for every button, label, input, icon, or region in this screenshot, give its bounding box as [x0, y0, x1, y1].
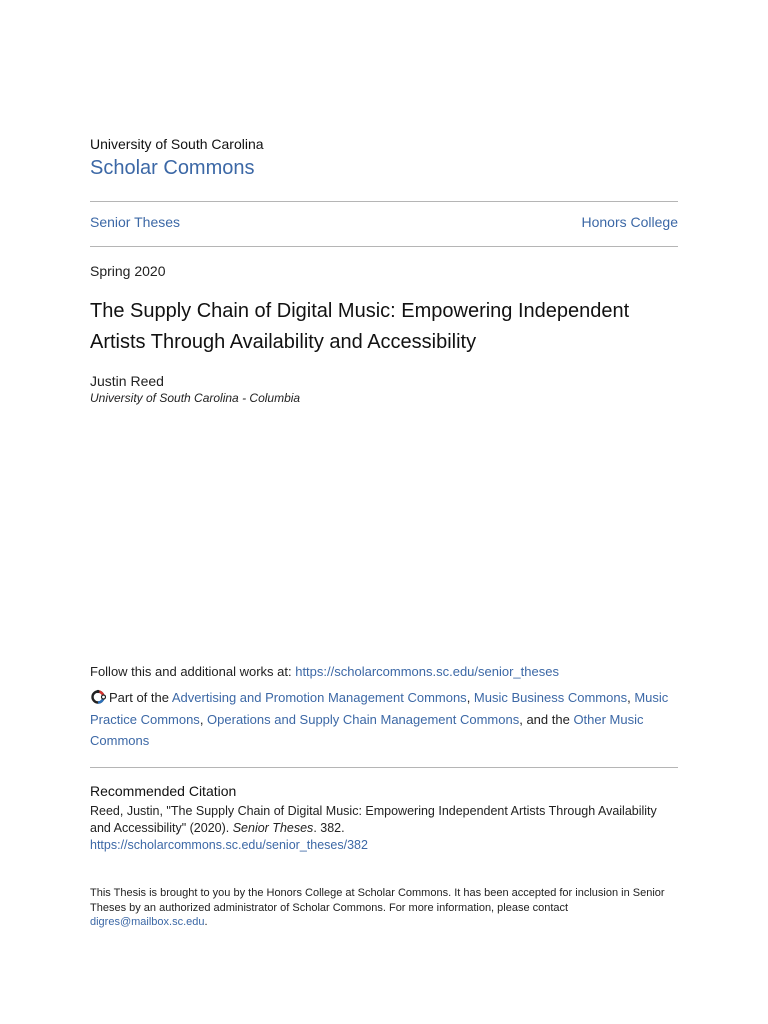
citation-url-link[interactable]: https://scholarcommons.sc.edu/senior_theses/382	[90, 838, 368, 852]
citation-number: . 382.	[313, 821, 345, 835]
divider-top	[90, 201, 678, 202]
and-the-text: , and the	[519, 711, 574, 727]
notice-end: .	[204, 916, 208, 928]
citation-heading: Recommended Citation	[90, 783, 237, 799]
citation-text	[90, 803, 678, 854]
discipline-link[interactable]: Music Practice Commons	[90, 690, 669, 727]
repository-link[interactable]: Scholar Commons	[90, 157, 255, 179]
contact-email-link[interactable]: digres@mailbox.sc.edu	[90, 916, 205, 928]
discipline-link[interactable]: Advertising and Promotion Management Commons	[171, 690, 467, 705]
cover-page	[90, 0, 678, 1024]
citation-series: Senior Theses	[232, 821, 314, 835]
discipline-link[interactable]: Other Music Commons	[90, 711, 644, 748]
collection-nav	[90, 214, 678, 232]
separator: ,	[627, 690, 635, 705]
separator: ,	[466, 690, 474, 705]
separator: ,	[199, 711, 208, 727]
honors-college-link[interactable]: Honors College	[581, 214, 678, 230]
citation-body: Reed, Justin, "The Supply Chain of Digital Music: Empowering Independent Artists Through Availability and Accessibility" (2020).	[90, 804, 657, 835]
senior-theses-link[interactable]: Senior Theses	[90, 214, 181, 230]
senior-theses-url-link[interactable]: https://scholarcommons.sc.edu/senior_theses	[295, 664, 559, 679]
discipline-link[interactable]: Operations and Supply Chain Management Commons	[207, 711, 520, 727]
part-of-prefix: Part of the	[109, 690, 172, 705]
part-of-disciplines	[90, 687, 678, 752]
notice-text: This Thesis is brought to you by the Honors College at Scholar Commons. It has been accepted for inclusion in Senior Theses by an authorized administrator of Scholar Commons. For more information, please contact	[90, 887, 665, 914]
divider-nav	[90, 246, 678, 247]
divider-citation	[90, 767, 678, 768]
institution-name: University of South Carolina	[90, 136, 264, 152]
repository-notice	[90, 886, 678, 930]
publication-date: Spring 2020	[90, 263, 166, 279]
follow-line	[90, 664, 559, 679]
discipline-link[interactable]: Music Business Commons	[473, 690, 628, 705]
follow-prefix: Follow this and additional works at:	[90, 664, 296, 679]
author-affiliation: University of South Carolina - Columbia	[90, 391, 301, 405]
thesis-title: The Supply Chain of Digital Music: Empowering Independent Artists Through Availability and Accessibility	[90, 300, 630, 353]
network-icon	[90, 689, 106, 705]
author-name: Justin Reed	[90, 373, 164, 389]
